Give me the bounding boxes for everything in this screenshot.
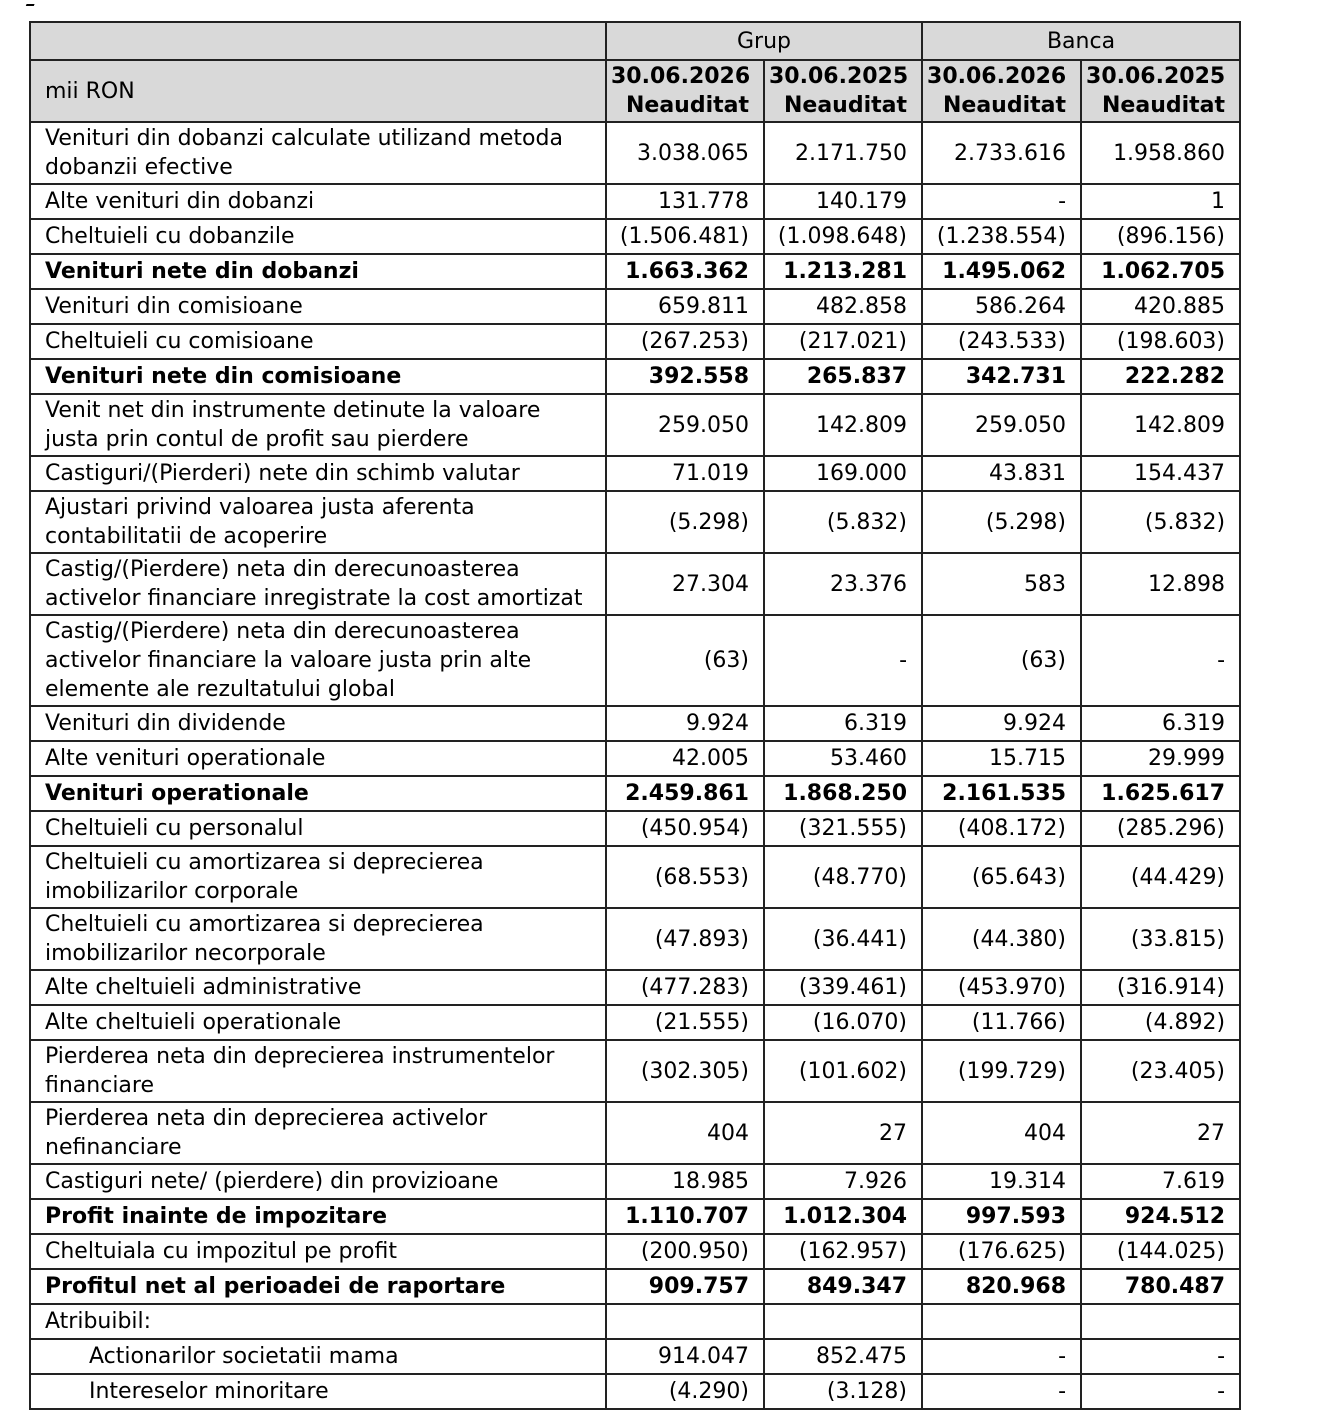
row-label: Castig/(Pierdere) neta din derecunoasterea activelor financiare inregistrate la cost amortizat xyxy=(30,553,606,615)
table-row xyxy=(30,289,1240,324)
row-value: (23.405) xyxy=(1081,1040,1240,1102)
column-date: 30.06.2025 xyxy=(1086,64,1226,89)
row-value: 43.831 xyxy=(922,456,1081,491)
row-value: (4.892) xyxy=(1081,1005,1240,1040)
row-value: 1.958.860 xyxy=(1081,122,1240,184)
row-value: (1.098.648) xyxy=(764,219,922,254)
row-value: 2.459.861 xyxy=(606,776,764,811)
group-header-row xyxy=(30,22,1240,60)
row-value: (408.172) xyxy=(922,811,1081,846)
row-value: 19.314 xyxy=(922,1164,1081,1199)
table-row xyxy=(30,1199,1240,1234)
row-label: Venituri din dobanzi calculate utilizand metoda dobanzii efective xyxy=(30,122,606,184)
row-label: Alte cheltuieli operationale xyxy=(30,1005,606,1040)
row-value: 131.778 xyxy=(606,184,764,219)
row-label: Cheltuieli cu dobanzile xyxy=(30,219,606,254)
row-value: (477.283) xyxy=(606,970,764,1005)
table-row xyxy=(30,122,1240,184)
row-value: - xyxy=(1081,1339,1240,1374)
column-header-row xyxy=(30,60,1240,122)
row-value: 142.809 xyxy=(1081,394,1240,456)
row-label: Venituri din dividende xyxy=(30,706,606,741)
row-value: (36.441) xyxy=(764,908,922,970)
row-value: 1.663.362 xyxy=(606,254,764,289)
column-status: Neauditat xyxy=(1102,93,1226,118)
row-label: Actionarilor societatii mama xyxy=(30,1339,606,1374)
row-value: 392.558 xyxy=(606,359,764,394)
row-value: (302.305) xyxy=(606,1040,764,1102)
table-row xyxy=(30,1374,1240,1409)
row-value: 659.811 xyxy=(606,289,764,324)
row-value xyxy=(922,1304,1081,1339)
row-value: (5.298) xyxy=(606,491,764,553)
group-header-banca: Banca xyxy=(922,22,1240,60)
table-row xyxy=(30,1269,1240,1304)
row-value: 6.319 xyxy=(764,706,922,741)
row-value: 27.304 xyxy=(606,553,764,615)
row-value: (217.021) xyxy=(764,324,922,359)
row-label: Pierderea neta din deprecierea activelor nefinanciare xyxy=(30,1102,606,1164)
row-value: (896.156) xyxy=(1081,219,1240,254)
row-value: 23.376 xyxy=(764,553,922,615)
column-status: Neauditat xyxy=(943,93,1067,118)
row-value: 1.625.617 xyxy=(1081,776,1240,811)
row-value: (47.893) xyxy=(606,908,764,970)
income-statement-table xyxy=(29,21,1241,1410)
row-value: (450.954) xyxy=(606,811,764,846)
row-label: Ajustari privind valoarea justa aferenta contabilitatii de acoperire xyxy=(30,491,606,553)
column-header xyxy=(1081,60,1240,122)
row-value: - xyxy=(922,1374,1081,1409)
column-header xyxy=(606,60,764,122)
row-value: 12.898 xyxy=(1081,553,1240,615)
row-label: Alte cheltuieli administrative xyxy=(30,970,606,1005)
table-row xyxy=(30,1339,1240,1374)
row-value: (316.914) xyxy=(1081,970,1240,1005)
column-status: Neauditat xyxy=(784,93,908,118)
row-value: (33.815) xyxy=(1081,908,1240,970)
row-value: 1.012.304 xyxy=(764,1199,922,1234)
row-value: (267.253) xyxy=(606,324,764,359)
row-value: 3.038.065 xyxy=(606,122,764,184)
row-value: (144.025) xyxy=(1081,1234,1240,1269)
table-row xyxy=(30,1005,1240,1040)
row-value: 259.050 xyxy=(606,394,764,456)
row-value: - xyxy=(1081,615,1240,706)
row-value: (16.070) xyxy=(764,1005,922,1040)
row-label: Intereselor minoritare xyxy=(30,1374,606,1409)
table-row xyxy=(30,706,1240,741)
row-value: 7.619 xyxy=(1081,1164,1240,1199)
row-value: 9.924 xyxy=(922,706,1081,741)
row-label: Venituri din comisioane xyxy=(30,289,606,324)
row-value: 265.837 xyxy=(764,359,922,394)
table-row xyxy=(30,1164,1240,1199)
row-value: (5.298) xyxy=(922,491,1081,553)
row-value: (63) xyxy=(606,615,764,706)
row-value: 142.809 xyxy=(764,394,922,456)
row-value: 420.885 xyxy=(1081,289,1240,324)
row-value: - xyxy=(922,1339,1081,1374)
unit-label: mii RON xyxy=(30,60,606,122)
row-value xyxy=(606,1304,764,1339)
table-row xyxy=(30,970,1240,1005)
row-value: - xyxy=(1081,1374,1240,1409)
row-value: 15.715 xyxy=(922,741,1081,776)
row-value: (1.506.481) xyxy=(606,219,764,254)
row-value: (453.970) xyxy=(922,970,1081,1005)
row-value: 2.161.535 xyxy=(922,776,1081,811)
row-value: 780.487 xyxy=(1081,1269,1240,1304)
row-value: 404 xyxy=(922,1102,1081,1164)
row-label: Pierderea neta din deprecierea instrumentelor financiare xyxy=(30,1040,606,1102)
column-date: 30.06.2025 xyxy=(769,64,909,89)
table-row xyxy=(30,615,1240,706)
row-value: 7.926 xyxy=(764,1164,922,1199)
row-label: Alte venituri din dobanzi xyxy=(30,184,606,219)
table-row xyxy=(30,324,1240,359)
row-value: (321.555) xyxy=(764,811,922,846)
row-value: (1.238.554) xyxy=(922,219,1081,254)
row-value: - xyxy=(922,184,1081,219)
row-value: (63) xyxy=(922,615,1081,706)
row-value: - xyxy=(764,615,922,706)
row-value: 914.047 xyxy=(606,1339,764,1374)
row-value: 1.495.062 xyxy=(922,254,1081,289)
row-label: Venituri operationale xyxy=(30,776,606,811)
row-value: 820.968 xyxy=(922,1269,1081,1304)
table-row xyxy=(30,359,1240,394)
row-value: 9.924 xyxy=(606,706,764,741)
table-row xyxy=(30,1102,1240,1164)
row-value: (339.461) xyxy=(764,970,922,1005)
row-label: Alte venituri operationale xyxy=(30,741,606,776)
table-row xyxy=(30,741,1240,776)
row-value: 2.733.616 xyxy=(922,122,1081,184)
row-value: (243.533) xyxy=(922,324,1081,359)
row-value: 27 xyxy=(1081,1102,1240,1164)
row-value: (21.555) xyxy=(606,1005,764,1040)
row-value: (5.832) xyxy=(764,491,922,553)
row-value: 404 xyxy=(606,1102,764,1164)
group-header-grup: Grup xyxy=(606,22,922,60)
row-value: 2.171.750 xyxy=(764,122,922,184)
row-value: 852.475 xyxy=(764,1339,922,1374)
column-header xyxy=(922,60,1081,122)
row-value: 154.437 xyxy=(1081,456,1240,491)
row-value: 140.179 xyxy=(764,184,922,219)
row-value: 1.213.281 xyxy=(764,254,922,289)
table-row xyxy=(30,1304,1240,1339)
row-value: (176.625) xyxy=(922,1234,1081,1269)
row-value: 482.858 xyxy=(764,289,922,324)
row-label: Cheltuiala cu impozitul pe profit xyxy=(30,1234,606,1269)
row-label: Castiguri/(Pierderi) nete din schimb valutar xyxy=(30,456,606,491)
row-value: (101.602) xyxy=(764,1040,922,1102)
row-value: (198.603) xyxy=(1081,324,1240,359)
row-label: Cheltuieli cu amortizarea si deprecierea imobilizarilor necorporale xyxy=(30,908,606,970)
row-value: (5.832) xyxy=(1081,491,1240,553)
row-label: Cheltuieli cu personalul xyxy=(30,811,606,846)
row-label: Cheltuieli cu comisioane xyxy=(30,324,606,359)
row-value: 586.264 xyxy=(922,289,1081,324)
row-label: Profit inainte de impozitare xyxy=(30,1199,606,1234)
row-value: (200.950) xyxy=(606,1234,764,1269)
table-row xyxy=(30,254,1240,289)
row-value: (68.553) xyxy=(606,846,764,908)
group-header-empty-cell xyxy=(30,22,606,60)
row-value xyxy=(764,1304,922,1339)
table-row xyxy=(30,491,1240,553)
column-date: 30.06.2026 xyxy=(927,64,1067,89)
row-label: Castig/(Pierdere) neta din derecunoasterea activelor financiare la valoare justa prin alte elemente ale rezultatului global xyxy=(30,615,606,706)
row-value: 18.985 xyxy=(606,1164,764,1199)
row-value: 849.347 xyxy=(764,1269,922,1304)
row-label: Castiguri nete/ (pierdere) din provizioane xyxy=(30,1164,606,1199)
table-row xyxy=(30,184,1240,219)
row-label: Atribuibil: xyxy=(30,1304,606,1339)
table-row xyxy=(30,219,1240,254)
row-value: (4.290) xyxy=(606,1374,764,1409)
row-value: 1.110.707 xyxy=(606,1199,764,1234)
row-value: (285.296) xyxy=(1081,811,1240,846)
row-value: 29.999 xyxy=(1081,741,1240,776)
row-value: (44.380) xyxy=(922,908,1081,970)
column-header xyxy=(764,60,922,122)
row-value: 924.512 xyxy=(1081,1199,1240,1234)
table-row xyxy=(30,846,1240,908)
table-row xyxy=(30,1040,1240,1102)
row-value: 27 xyxy=(764,1102,922,1164)
row-value: (44.429) xyxy=(1081,846,1240,908)
row-value: (48.770) xyxy=(764,846,922,908)
row-value: 71.019 xyxy=(606,456,764,491)
row-value: 997.593 xyxy=(922,1199,1081,1234)
row-value: 169.000 xyxy=(764,456,922,491)
row-value: 342.731 xyxy=(922,359,1081,394)
row-value: 222.282 xyxy=(1081,359,1240,394)
table-row xyxy=(30,1234,1240,1269)
row-value: 42.005 xyxy=(606,741,764,776)
row-value: 53.460 xyxy=(764,741,922,776)
row-value: 6.319 xyxy=(1081,706,1240,741)
table-row xyxy=(30,811,1240,846)
row-value: 909.757 xyxy=(606,1269,764,1304)
row-label: Venituri nete din dobanzi xyxy=(30,254,606,289)
row-value: 1.062.705 xyxy=(1081,254,1240,289)
row-label: Cheltuieli cu amortizarea si deprecierea imobilizarilor corporale xyxy=(30,846,606,908)
row-label: Venit net din instrumente detinute la valoare justa prin contul de profit sau pierdere xyxy=(30,394,606,456)
row-value: 583 xyxy=(922,553,1081,615)
row-value: (65.643) xyxy=(922,846,1081,908)
column-status: Neauditat xyxy=(625,93,749,118)
table-row xyxy=(30,776,1240,811)
row-label: Profitul net al perioadei de raportare xyxy=(30,1269,606,1304)
row-label: Venituri nete din comisioane xyxy=(30,359,606,394)
row-value: (162.957) xyxy=(764,1234,922,1269)
table-row xyxy=(30,456,1240,491)
column-date: 30.06.2026 xyxy=(611,64,751,89)
table-row xyxy=(30,394,1240,456)
row-value: (11.766) xyxy=(922,1005,1081,1040)
row-value: (199.729) xyxy=(922,1040,1081,1102)
row-value xyxy=(1081,1304,1240,1339)
row-value: 1 xyxy=(1081,184,1240,219)
table-row xyxy=(30,553,1240,615)
row-value: 259.050 xyxy=(922,394,1081,456)
table-row xyxy=(30,908,1240,970)
page-edge-mark xyxy=(26,0,38,6)
row-value: 1.868.250 xyxy=(764,776,922,811)
row-value: (3.128) xyxy=(764,1374,922,1409)
